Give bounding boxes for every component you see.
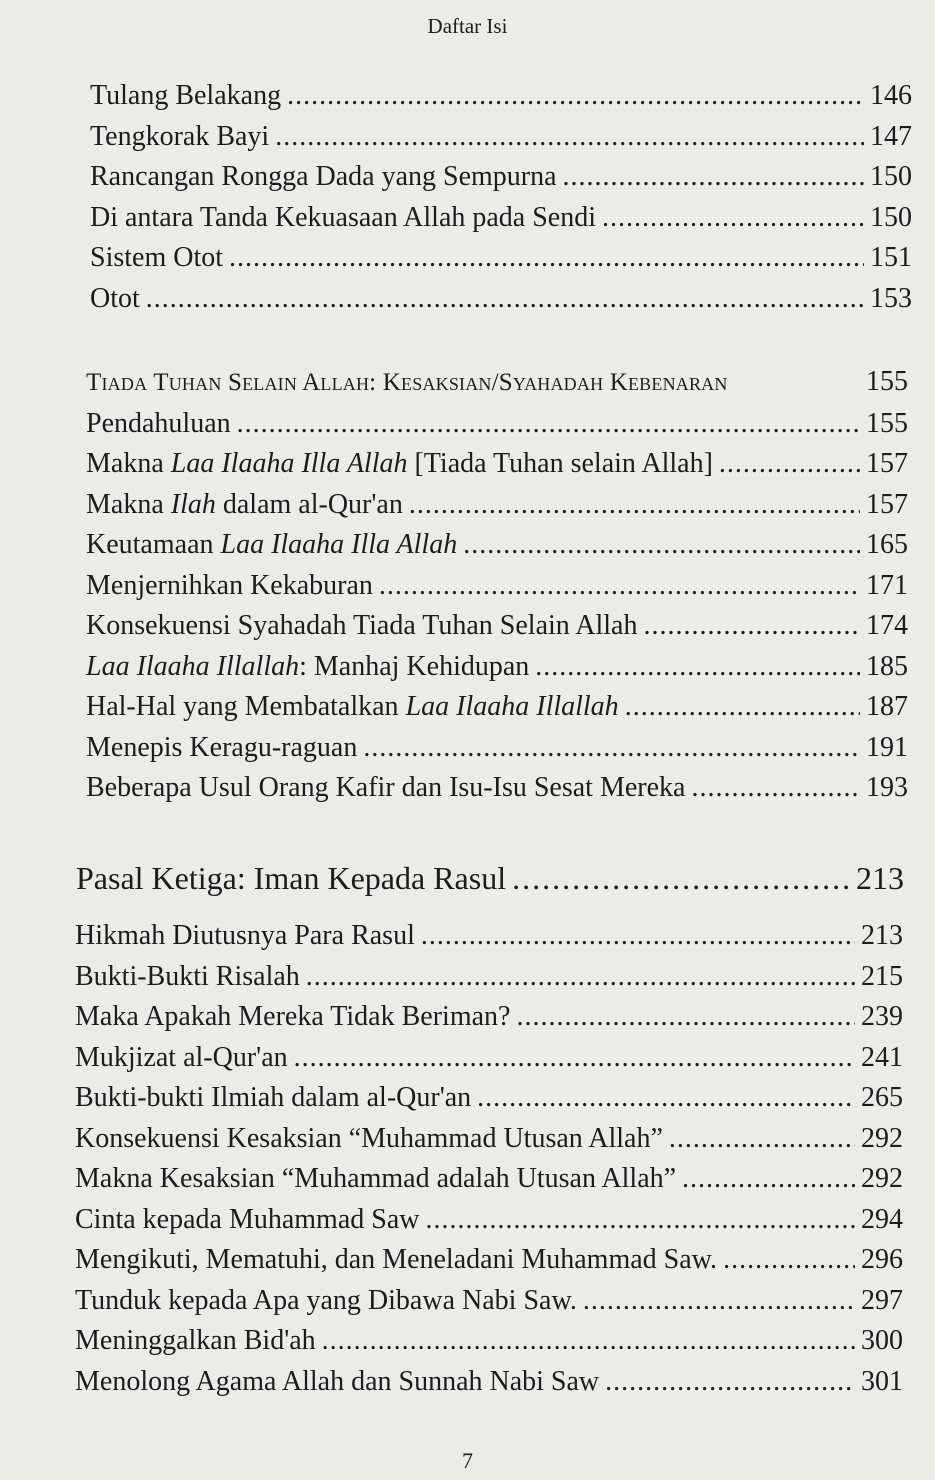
toc-entry-title: Tengkorak Bayi bbox=[90, 120, 270, 152]
toc-entry-page: 265 bbox=[861, 1082, 903, 1113]
toc-entry-title: Bukti-bukti Ilmiah dalam al-Qur'an bbox=[75, 1082, 472, 1113]
toc-entry-title: Menepis Keragu-raguan bbox=[86, 731, 358, 763]
dot-leader bbox=[294, 1038, 855, 1079]
dot-leader bbox=[583, 1281, 855, 1322]
toc-entry-page: 185 bbox=[866, 650, 908, 682]
title-text: : Manhaj Kehidupan bbox=[299, 650, 530, 682]
title-text: Makna bbox=[86, 448, 171, 479]
toc-entry-page: 174 bbox=[866, 610, 908, 641]
page-number: 7 bbox=[462, 1448, 473, 1473]
toc-entry-title: Mukjizat al-Qur'an bbox=[75, 1041, 288, 1073]
dot-leader bbox=[625, 687, 860, 728]
toc-entry bbox=[75, 1200, 903, 1241]
dot-leader bbox=[563, 157, 864, 198]
toc-entry bbox=[86, 525, 908, 566]
toc-entry-title: Menolong Agama Allah dan Sunnah Nabi Saw bbox=[75, 1365, 600, 1397]
toc-entry-title: Cinta kepada Muhammad Saw bbox=[75, 1203, 420, 1235]
toc-entry-page: 213 bbox=[861, 920, 903, 951]
title-text: [Tiada Tuhan selain Allah] bbox=[407, 448, 713, 479]
toc-entry bbox=[75, 1321, 903, 1362]
toc-entry-title: Maka Apakah Mereka Tidak Beriman? bbox=[75, 1001, 511, 1032]
title-text: dalam al-Qur'an bbox=[215, 488, 403, 520]
toc-entry-page: 146 bbox=[870, 80, 912, 111]
toc-entry-page: 187 bbox=[866, 691, 908, 722]
toc-entry-title bbox=[86, 444, 713, 485]
running-header: Daftar Isi bbox=[427, 14, 508, 38]
toc-entry bbox=[75, 1240, 903, 1281]
toc-entry-title: Rancangan Rongga Dada yang Sempurna bbox=[90, 161, 557, 192]
title-text: Keutamaan bbox=[86, 529, 221, 560]
dot-leader bbox=[477, 1078, 855, 1119]
toc-entry bbox=[75, 1159, 903, 1200]
toc-entry-title: Bukti-Bukti Risalah bbox=[75, 960, 300, 992]
toc-entry-page: 296 bbox=[861, 1244, 903, 1275]
dot-leader bbox=[723, 1240, 855, 1281]
dot-leader bbox=[605, 1362, 855, 1403]
dot-leader bbox=[643, 606, 860, 647]
toc-entry-title: Beberapa Usul Orang Kafir dan Isu-Isu Sesat Mereka bbox=[86, 772, 686, 803]
toc-entry bbox=[86, 647, 908, 688]
toc-entry bbox=[90, 279, 912, 320]
toc-entry bbox=[75, 1362, 903, 1403]
dot-leader bbox=[287, 76, 864, 117]
dot-leader bbox=[425, 1200, 855, 1241]
toc-entry bbox=[75, 916, 903, 957]
toc-entry-page: 301 bbox=[861, 1365, 903, 1397]
toc-part-title: Pasal Ketiga: Iman Kepada Rasul bbox=[76, 860, 507, 896]
toc-entry-title: Otot bbox=[90, 282, 140, 314]
toc-entry-page: 157 bbox=[866, 448, 908, 479]
toc-entry-page: 150 bbox=[870, 161, 912, 192]
toc-entry-page: 157 bbox=[866, 488, 908, 520]
title-text: Makna bbox=[86, 488, 171, 520]
toc-entry-title: Di antara Tanda Kekuasaan Allah pada Sendi bbox=[90, 201, 597, 233]
title-italic: Laa Ilaaha Illallah bbox=[405, 691, 619, 722]
toc-entry bbox=[86, 728, 908, 769]
dot-leader bbox=[322, 1321, 855, 1362]
toc-entry-page: 292 bbox=[861, 1163, 903, 1194]
toc-entry-title: Konsekuensi Kesaksian “Muhammad Utusan Allah” bbox=[75, 1122, 663, 1154]
toc-entry-page: 153 bbox=[870, 282, 912, 314]
title-italic: Laa Ilaaha Illa Allah bbox=[220, 529, 458, 560]
toc-entry bbox=[90, 238, 912, 279]
toc-entry-page: 239 bbox=[861, 1001, 903, 1032]
title-italic: Laa Ilaaha Illallah bbox=[86, 650, 300, 682]
toc-entry-title: Mengikuti, Mematuhi, dan Meneladani Muhammad Saw. bbox=[75, 1244, 718, 1275]
dot-leader bbox=[421, 916, 855, 957]
toc-entry bbox=[86, 444, 908, 485]
toc-part-heading bbox=[76, 856, 904, 900]
dot-leader bbox=[691, 768, 860, 809]
toc-entry-page: 151 bbox=[870, 242, 912, 273]
dot-leader bbox=[516, 997, 855, 1038]
toc-entry bbox=[75, 957, 903, 998]
toc-entry bbox=[75, 1119, 903, 1160]
dot-leader bbox=[719, 444, 860, 485]
dot-leader bbox=[409, 485, 860, 526]
toc-entry-page: 294 bbox=[861, 1203, 903, 1235]
toc-entry-page: 215 bbox=[861, 960, 903, 992]
toc-entry-page: 150 bbox=[870, 201, 912, 233]
toc-entry bbox=[75, 997, 903, 1038]
toc-entry bbox=[75, 1281, 903, 1322]
dot-leader bbox=[379, 566, 860, 607]
toc-entry-page: 292 bbox=[861, 1122, 903, 1154]
toc-entry bbox=[90, 117, 912, 158]
toc-entry-title: Tulang Belakang bbox=[90, 80, 282, 111]
toc-chapter-heading bbox=[86, 362, 908, 404]
toc-entry-page: 147 bbox=[870, 120, 912, 152]
dot-leader bbox=[682, 1159, 855, 1200]
toc-entry-title: Konsekuensi Syahadah Tiada Tuhan Selain Allah bbox=[86, 610, 638, 641]
toc-entry-page: 297 bbox=[861, 1284, 903, 1316]
toc-entry-title: Pendahuluan bbox=[86, 407, 231, 439]
dot-leader bbox=[669, 1119, 855, 1160]
toc-entry bbox=[86, 404, 908, 445]
toc-entry bbox=[75, 1038, 903, 1079]
toc-entry bbox=[90, 157, 912, 198]
toc-entry-title bbox=[86, 687, 619, 728]
dot-leader bbox=[146, 279, 864, 320]
toc-entry bbox=[86, 485, 908, 526]
toc-group-tauhid bbox=[86, 362, 908, 809]
toc-entry-page: 191 bbox=[866, 731, 908, 763]
title-italic: Laa Ilaaha Illa Allah bbox=[170, 448, 408, 479]
toc-entry-title: Tunduk kepada Apa yang Dibawa Nabi Saw. bbox=[75, 1284, 577, 1316]
title-italic: Ilah bbox=[170, 488, 216, 520]
toc-entry bbox=[90, 76, 912, 117]
toc-part-heading-group bbox=[76, 856, 904, 900]
dot-leader bbox=[512, 856, 850, 900]
toc-group-anatomy bbox=[90, 76, 912, 319]
toc-entry-title: Meninggalkan Bid'ah bbox=[75, 1325, 316, 1356]
toc-entry-page: 155 bbox=[866, 407, 908, 439]
toc-entry bbox=[86, 768, 908, 809]
title-text: Hal-Hal yang Membatalkan bbox=[86, 691, 406, 722]
toc-entry bbox=[75, 1078, 903, 1119]
toc-entry-page: 171 bbox=[866, 569, 908, 601]
toc-entry-page: 165 bbox=[866, 529, 908, 560]
toc-entry bbox=[86, 606, 908, 647]
toc-entry-title: Makna Kesaksian “Muhammad adalah Utusan Allah” bbox=[75, 1163, 677, 1194]
toc-entry-page: 300 bbox=[861, 1325, 903, 1356]
toc-entry bbox=[86, 687, 908, 728]
dot-leader bbox=[229, 238, 864, 279]
toc-entry bbox=[86, 566, 908, 607]
toc-chapter-title: Tiada Tuhan Selain Allah: Kesaksian/Syahadah Kebenaran bbox=[86, 369, 728, 396]
toc-entry-page: 241 bbox=[861, 1041, 903, 1073]
dot-leader bbox=[237, 404, 860, 445]
dot-leader bbox=[275, 117, 864, 158]
toc-part-page: 213 bbox=[856, 860, 904, 896]
toc-entry-title: Menjernihkan Kekaburan bbox=[86, 569, 373, 601]
dot-leader bbox=[535, 647, 860, 688]
toc-entry-title bbox=[86, 647, 529, 688]
toc-entry-title bbox=[86, 525, 457, 566]
dot-leader bbox=[602, 198, 864, 239]
dot-leader bbox=[363, 728, 860, 769]
toc-chapter-page: 155 bbox=[866, 366, 908, 397]
toc-entry-title: Hikmah Diutusnya Para Rasul bbox=[75, 920, 415, 951]
toc-entry-page: 193 bbox=[866, 772, 908, 803]
toc-entry-title: Sistem Otot bbox=[90, 242, 224, 273]
toc-group-rasul bbox=[75, 916, 903, 1402]
dot-leader bbox=[306, 957, 855, 998]
dot-leader bbox=[463, 525, 860, 566]
toc-entry-title bbox=[86, 485, 403, 526]
toc-entry bbox=[90, 198, 912, 239]
